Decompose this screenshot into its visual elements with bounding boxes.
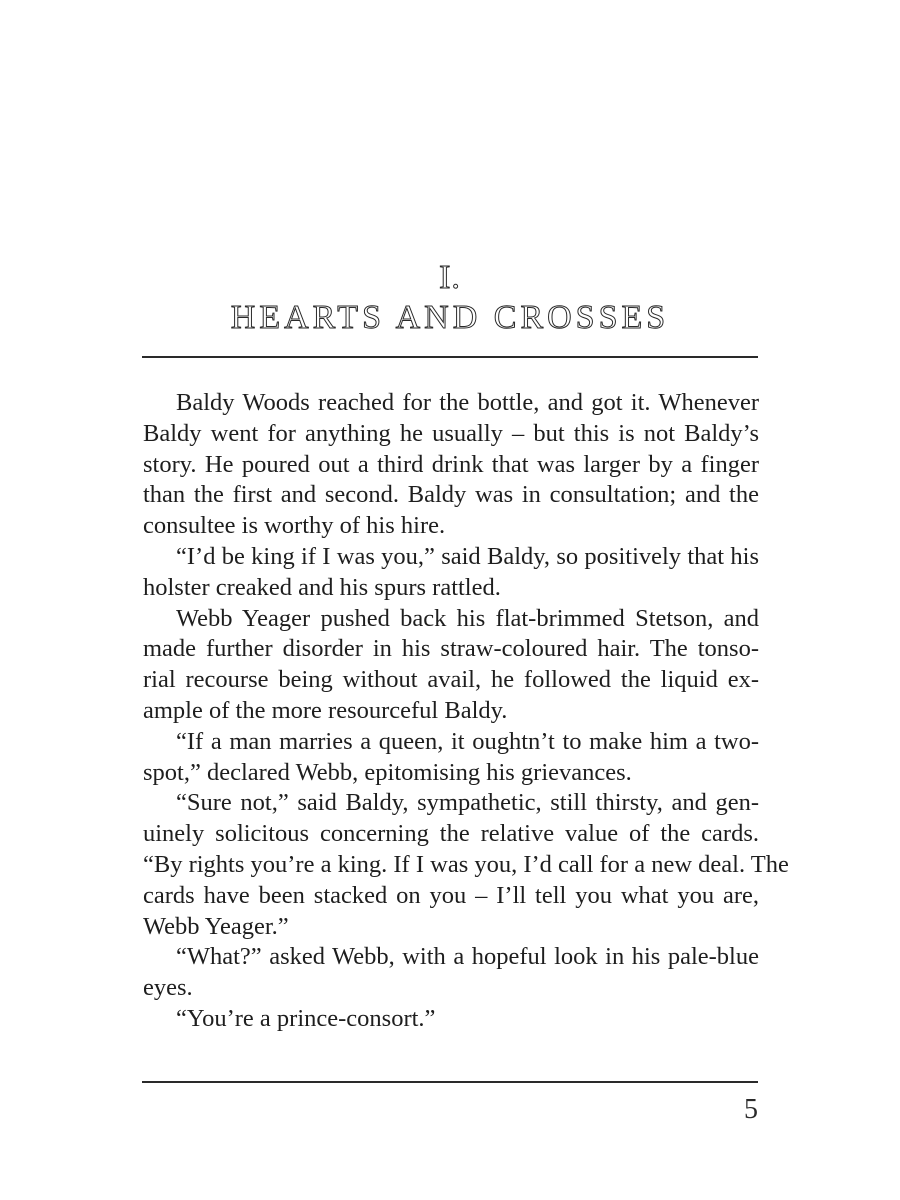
text-line: eyes. [143,974,193,1002]
text-line: Webb Yeager pushed back his flat-brimmed Stetson, and [176,604,759,632]
text-line: Baldy went for anything he usually – but this is not Baldy’s [143,419,759,447]
page-number: 5 [744,1094,758,1125]
text-line: “Sure not,” said Baldy, sympathetic, still thirsty, and gen- [176,789,759,817]
chapter-number: I. [439,259,461,296]
text-line: Webb Yeager.” [143,912,289,940]
text-line: “What?” asked Webb, with a hopeful look in his pale-blue [176,943,759,971]
text-line: “You’re a prince-consort.” [176,1004,436,1032]
text-line: spot,” declared Webb, epitomising his grievances. [143,758,632,786]
footer-rule [142,1081,758,1083]
text-line: “By rights you’re a king. If I was you, I’d call for a new deal. The [143,850,789,878]
header-rule [142,356,758,358]
text-line: Baldy Woods reached for the bottle, and got it. Whenever [176,389,759,416]
text-line: made further disorder in his straw-coloured hair. The tonso- [143,635,759,663]
text-line: cards have been stacked on you – I’ll tell you what you are, [143,881,759,909]
text-line: rial recourse being without avail, he followed the liquid ex- [143,666,759,694]
text-line: ample of the more resourceful Baldy. [143,696,508,724]
text-line: consultee is worthy of his hire. [143,512,446,540]
body-text [143,388,789,1035]
text-line: than the first and second. Baldy was in consultation; and the [143,481,759,509]
text-line: story. He poured out a third drink that was larger by a finger [143,450,759,478]
text-line: uinely solicitous concerning the relative value of the cards. [143,820,759,848]
text-line: holster creaked and his spurs rattled. [143,573,501,601]
text-line: “If a man marries a queen, it oughtn’t to make him a two- [176,727,759,755]
chapter-title: HEARTS AND CROSSES [230,299,670,336]
text-line: “I’d be king if I was you,” said Baldy, so positively that his [176,542,759,570]
